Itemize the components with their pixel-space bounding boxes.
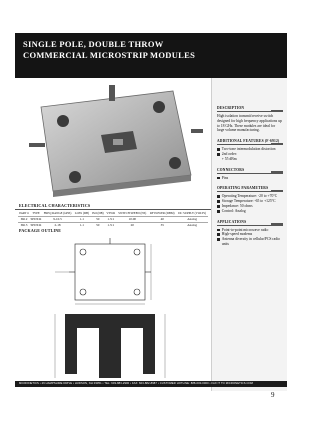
table-cell: 1.1 (73, 222, 90, 228)
applications-heading: APPLICATIONS (217, 220, 283, 226)
bullet-icon (217, 153, 220, 156)
description-text: High isolation transmit/receive switch designed for high frequency applications up to 18 GHz. These modules are ideal for large volume manufacturing. (217, 114, 282, 133)
connectors-heading: CONNECTORS (217, 168, 283, 174)
electrical-heading: ELECTRICAL CHARACTERISTICS (15, 203, 211, 210)
table-cell: 6912 (18, 216, 30, 222)
parameter-item: Control: Analog (217, 209, 283, 214)
package-outline-drawing (25, 238, 205, 388)
table-cell: 50 (91, 216, 106, 222)
column-header: PART # (19, 211, 29, 215)
table-cell: 9-10.5 (42, 216, 73, 222)
column-header: FREQ RANGE (GHZ) (43, 211, 72, 215)
column-header: SWITCH SPEED (NS) (118, 211, 147, 215)
application-item: Point-to-point microwave radio (217, 228, 283, 233)
table-cell: Analog (176, 222, 208, 228)
bullet-icon (217, 177, 220, 180)
description-heading: DESCRIPTION (217, 106, 283, 112)
spec-sidebar (211, 78, 287, 391)
bullet-icon (217, 148, 220, 151)
column-header: ISO (DB) (91, 211, 104, 215)
bullet-icon (217, 200, 220, 203)
column-header: VSWR (106, 211, 116, 215)
feature-item: + 55 dBm (221, 156, 237, 161)
application-item: Antenna diversity in cellular/PCS radio units (217, 237, 283, 247)
bullet-icon (217, 205, 220, 208)
column-header: DC SUPPLY (VOLTS) (178, 211, 207, 215)
additional-features-heading: ADDITIONAL FEATURES (F-6912) (217, 139, 283, 145)
table-cell: 40 (148, 216, 176, 222)
table-cell: SPDT-R (30, 216, 42, 221)
table-row (18, 222, 208, 228)
table-cell: 35 (148, 222, 176, 228)
parameter-item: Operating Temperature: -20 to +70°C (217, 194, 283, 199)
table-cell: 2-18 (42, 222, 73, 228)
table-cell: Analog (176, 216, 208, 222)
table-cell: SPDT-R (30, 222, 42, 227)
table-cell: 20 (116, 222, 148, 228)
footer-contact-bar: MICRONETICS • 26 HAMPSHIRE DRIVE • HUDSON, NH 03051 • TEL: 603-883-2900 • FAX: 603-882-8987 • CUSTOMER HOTLINE: 888-000-0000 • FAX IT TO MICRONETICS.COM (15, 381, 287, 387)
title-line-1: SINGLE POLE, DOUBLE THROW (23, 39, 164, 49)
title-line-2: COMMERCIAL MICROSTRIP MODULES (23, 50, 196, 60)
bullet-icon (217, 238, 220, 241)
table-cell: 1.1 (73, 216, 90, 222)
parameter-item: Storage Temperature: -65 to +125°C (217, 199, 283, 204)
package-outline-heading: PACKAGE OUTLINE (19, 228, 62, 233)
electrical-table (18, 212, 208, 228)
column-header: LOSS (DB) (74, 211, 90, 215)
operating-parameters-heading: OPERATING PARAMETERS (217, 186, 283, 192)
table-header-row (18, 212, 208, 216)
datasheet-page (15, 33, 287, 385)
column-header: TYPE (32, 211, 40, 215)
bullet-icon (217, 195, 220, 198)
feature-item: 2nd order: (217, 152, 283, 157)
table-cell: 6913 (18, 222, 30, 228)
feature-item: Two-tone intermodulation distortion (217, 147, 283, 152)
table-cell: 10.00 (116, 216, 148, 222)
table-cell: 1.3:1 (105, 216, 116, 222)
parameter-item: Impedance: 50 ohms (217, 204, 283, 209)
title-banner (15, 33, 287, 78)
column-header: RF POWER (DBM) (150, 211, 175, 215)
table-cell: 50 (91, 222, 106, 228)
bullet-icon (217, 233, 220, 236)
connector-item: Pins (217, 176, 283, 181)
electrical-characteristics (15, 203, 211, 228)
bullet-icon (217, 210, 220, 213)
module-photo (23, 85, 203, 197)
bullet-icon (217, 229, 220, 232)
table-cell: 1.3:1 (105, 222, 116, 228)
application-item: High-speed modems (217, 232, 283, 237)
page-number: 9 (271, 391, 275, 399)
